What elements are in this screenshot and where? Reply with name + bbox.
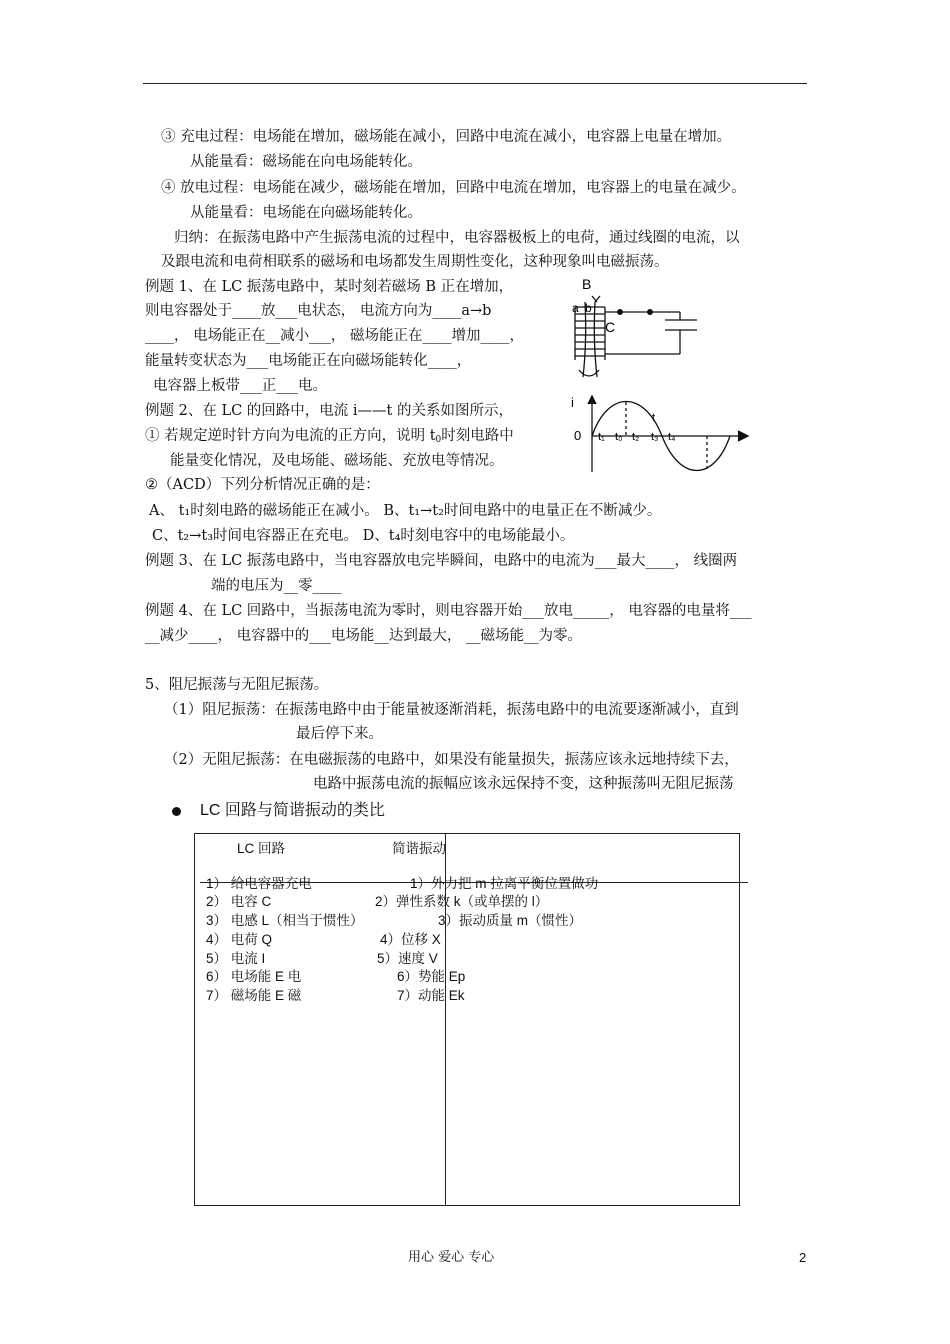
table-right-7: 7）动能 Ek	[397, 988, 465, 1003]
label-C: C	[605, 319, 616, 335]
table-right-5: 5）速度 V	[377, 951, 438, 966]
label-b: b	[585, 301, 592, 315]
charging-energy-line: 从能量看：磁场能在向电场能转化。	[190, 154, 422, 170]
table-right-3: 3）振动质量 m（惯性）	[438, 913, 583, 928]
tick-t4: t₄	[668, 431, 676, 443]
example3-line-b: 端的电压为__零____	[211, 578, 342, 594]
table-left-3: 3） 电感 L（相当于惯性）	[206, 913, 364, 928]
section5-title: 5、阻尼振荡与无阻尼振荡。	[145, 677, 329, 693]
footer-text: 用心 爱心 专心	[408, 1250, 495, 1265]
table-right-4: 4）位移 X	[380, 932, 441, 947]
tick-t1: t₁	[598, 431, 605, 443]
lc-circuit-figure	[565, 272, 715, 392]
table-head-left: LC 回路	[237, 841, 286, 856]
table-head-right: 简谐振动	[392, 841, 446, 856]
example2-line-d: ②（ACD）下列分析情况正确的是：	[145, 477, 380, 493]
axis-label-t: t	[652, 412, 656, 424]
table-right-6: 6）势能 Ep	[397, 969, 466, 984]
example2-line-b: ① 若规定逆时针方向为电流的正方向，说明 $t_0$时刻电路中	[145, 428, 514, 445]
table-left-1: 1） 给电容器充电	[206, 876, 312, 891]
example1-line-a: 例题 1、在 LC 振荡电路中，某时刻若磁场 B 正在增加，	[145, 279, 514, 295]
tick-t0: t₀	[615, 431, 623, 443]
table-left-2: 2） 电容 C	[206, 894, 272, 909]
table-left-6: 6） 电场能 E 电	[206, 969, 302, 984]
tick-t3: t₃	[651, 431, 659, 443]
undamped-line-b: 电路中振荡电流的振幅应该永远保持不变，这种振荡叫无阻尼振荡	[313, 776, 734, 792]
example1-line-b: 则电容器处于____放___电状态， 电流方向为____a→b	[145, 303, 492, 319]
damped-line-b: 最后停下来。	[296, 726, 383, 742]
example1-line-d: 能量转变状态为___电场能正在向磁场能转化____，	[145, 353, 472, 369]
header-rule	[143, 83, 807, 84]
charging-line: ③ 充电过程：电场能在增加，磁场能在减小，回路中电流在减小，电容器上电量在增加。	[161, 129, 732, 145]
option-c-d: C、t₂→t₃时间电容器正在充电。 D、t₄时刻电容中的电场能最小。	[152, 528, 575, 544]
example4-line-b: __减少____， 电容器中的___电场能__达到最大， __磁场能__为零。	[145, 628, 582, 644]
example4-line-a: 例题 4、在 LC 回路中，当振荡电流为零时，则电容器开始___放电_____， 电容器的电量将___	[145, 603, 752, 619]
undamped-line-a: （2）无阻尼振荡：在电磁振荡的电路中，如果没有能量损失，振荡应该永远地持续下去，	[164, 752, 739, 768]
axis-label-zero: 0	[574, 428, 582, 443]
example1-line-c: ____， 电场能正在__减小___， 磁场能正在____增加____，	[145, 328, 524, 344]
label-a: a	[572, 301, 579, 315]
option-a-b: A、 t₁时刻电路的磁场能正在减小。 B、t₁→t₂时间电路中的电量正在不断减少。	[149, 503, 662, 519]
table-left-5: 5） 电流 I	[206, 951, 266, 966]
damped-line-a: （1）阻尼振荡：在振荡电路中由于能量被逐渐消耗，振荡电路中的电流要逐渐减小，直到	[164, 702, 739, 718]
table-right-1: 1）外力把 m 拉离平衡位置做功	[410, 876, 599, 891]
label-B: B	[582, 276, 592, 292]
discharging-line: ④ 放电过程：电场能在减少，磁场能在增加，回路中电流在增加，电容器上的电量在减少。	[161, 180, 746, 196]
table-left-7: 7） 磁场能 E 磁	[206, 988, 302, 1003]
example2-line-a: 例题 2、在 LC 的回路中，电流 i——t 的关系如图所示，	[145, 403, 513, 419]
summary-line-2: 及跟电流和电荷相联系的磁场和电场都发生周期性变化，这种现象叫电磁振荡。	[161, 254, 669, 270]
table-right-2: 2）弹性系数 k（或单摆的 l）	[375, 894, 549, 909]
page-number: 2	[799, 1250, 807, 1265]
tick-t2: t₂	[632, 431, 640, 443]
example3-line-a: 例题 3、在 LC 振荡电路中，当电容器放电完毕瞬间，电路中的电流为___最大____， 线圈两	[145, 553, 738, 569]
example1-line-e: 电容器上板带___正___电。	[153, 378, 327, 394]
discharging-energy-line: 从能量看：电场能在向磁场能转化。	[190, 205, 422, 221]
summary-line-1: 归纳：在振荡电路中产生振荡电流的过程中，电容器极板上的电荷，通过线圈的电流，以	[174, 230, 740, 246]
analogy-heading: LC 回路与简谐振动的类比	[200, 802, 385, 819]
current-time-graph	[568, 390, 758, 475]
example2-line-c: 能量变化情况，及电场能、磁场能、充放电等情况。	[170, 453, 504, 469]
axis-label-i: i	[571, 395, 574, 410]
table-left-4: 4） 电荷 Q	[206, 932, 273, 947]
bullet-dot	[172, 807, 181, 816]
